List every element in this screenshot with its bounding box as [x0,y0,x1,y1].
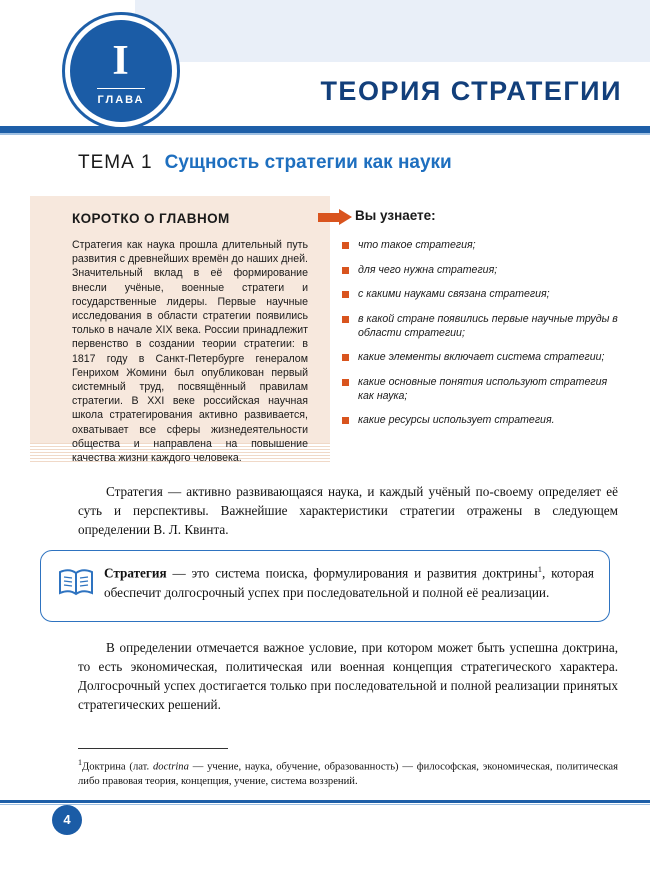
chapter-number: I [112,38,130,84]
summary-box-text: Стратегия как наука прошла длительный путь развития с древнейших времён до наших дней. Значительный вклад в её формирование внесли учёные, военные стратеги и государственные лидеры. Первые научные исследования в области стратегии появились только в начале XIX века. России принадлежит первенство в создании теории стратегии: в 1817 году в Санкт-Петербурге генералом Генрихом Жомини был опубликован первый системный труд, посвящённый правилам стратегии. В XXI веке российская научная школа стратегирования активно развивается, охватывает все сферы жизнедеятельности общества и направлена на повышение качества жизни каждого человека. [72,239,308,465]
list-item: с какими науками связана стратегия; [342,287,620,301]
chapter-badge [70,20,172,122]
footnote-text-1: Доктрина (лат. [82,761,153,773]
chapter-label: ГЛАВА [97,94,145,106]
open-book-icon [58,566,94,598]
chapter-divider [97,88,145,89]
header-blue-band [135,0,650,62]
arrow-right-icon [318,209,352,225]
definition-footnote-marker: 1 [537,564,542,574]
footer-rule [0,800,650,803]
footnote-rule [78,748,228,749]
footnote-text-2: — учение, наука, обучение, образованность) — философская, экономическая, политическая либо правовая теория, концепция, учение, система воззрений. [78,761,619,788]
definition-text-before: — это система поиска, формулирования и развития доктрины [166,565,538,581]
definition-text-after: , которая обеспечит долгосрочный успех при последовательной и полной её реализации. [104,565,594,600]
body-paragraph-2: В определении отмечается важное условие, при котором может быть успешна доктрина, то есть экономическая, политическая или военная концепция стратегического характера. Долгосрочный успех достигается только при последовательной и полной реализации принятых стратегических решений. [78,640,618,712]
list-item: в какой стране появились первые научные труды в области стратегии; [342,312,620,340]
footnote-number: 1 [78,758,82,767]
list-item: какие ресурсы использует стратегия. [342,413,620,427]
list-item: что такое стратегия; [342,238,620,252]
learn-list [342,238,620,438]
topic-heading [78,152,618,174]
summary-box-title: КОРОТКО О ГЛАВНОМ [72,211,230,226]
header-rule [0,126,650,133]
body-paragraph-1: Стратегия — активно развивающаяся наука, и каждый учёный по-своему определяет её суть и перспективы. Важнейшие характеристики стратегии отражены в следующем определении В. Л. Квинта. [78,484,618,537]
page-number: 4 [52,805,82,835]
footer-rule-light [0,804,650,805]
list-item: какие элементы включает система стратегии; [342,350,620,364]
list-item: для чего нужна стратегия; [342,263,620,277]
footnote [78,756,618,790]
topic-label: ТЕМА 1 [78,152,153,173]
topic-title: Сущность стратегии как науки [164,152,452,173]
footnote-italic: doctrina [152,761,189,773]
list-item: какие основные понятия используют стратегия как наука; [342,375,620,403]
header-rule-light [0,133,650,135]
chapter-title: ТЕОРИЯ СТРАТЕГИИ [320,76,622,106]
definition-term: Стратегия [104,565,167,581]
definition-text [104,560,594,602]
learn-box-title: Вы узнаете: [355,208,436,223]
